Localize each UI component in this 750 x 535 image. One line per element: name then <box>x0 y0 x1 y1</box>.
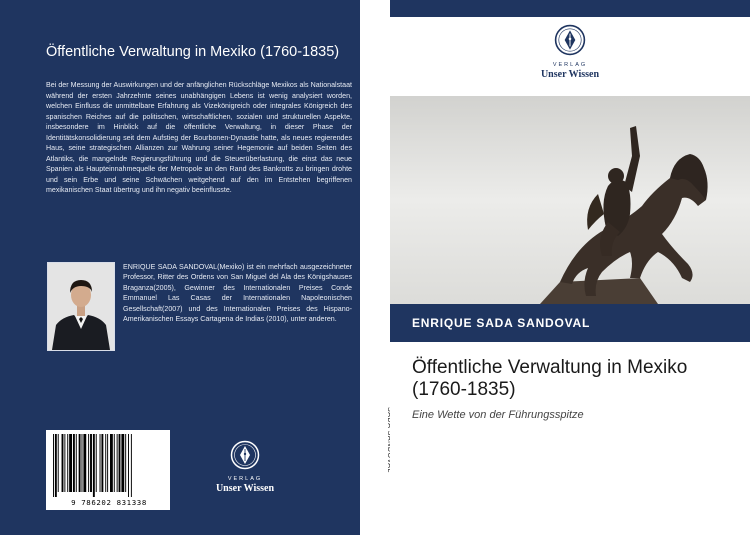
quill-pen-emblem-icon <box>230 440 260 470</box>
barcode-bar <box>121 434 124 492</box>
barcode-bar <box>100 434 101 492</box>
barcode-bar <box>107 434 108 492</box>
barcode-bars <box>51 434 165 497</box>
barcode-bar <box>73 434 75 492</box>
barcode-bar <box>90 434 92 492</box>
author-bio: ENRIQUE SADA SANDOVAL(Mexiko) ist ein mehrfach ausgezeichneter Professor, Ritter des Ordens von San Miguel del Ala des Königshauses Braganza(2005), Gewinner des Internationalen Preises Conde Emmanuel Las Casas der Internationalen Napoleonischen Gesellschaft(2007) und des Internationalen Preises des Hispano-Amerikanischen Essays Cartagena de Indias (2010), unter anderen. <box>123 263 352 324</box>
barcode-bar <box>117 434 118 492</box>
barcode-bar <box>101 434 103 492</box>
barcode-bar <box>83 434 86 492</box>
spine <box>360 0 390 535</box>
equestrian-statue-photo <box>390 96 750 304</box>
publisher-name: Unser Wissen <box>540 69 600 80</box>
cover-photo <box>390 96 750 304</box>
barcode-bar <box>125 434 126 492</box>
barcode-bar <box>114 434 115 492</box>
publisher-name: Unser Wissen <box>215 483 275 494</box>
barcode-bar <box>79 434 81 492</box>
barcode-bar <box>62 434 64 492</box>
barcode-bar <box>53 434 54 497</box>
barcode-bar <box>82 434 83 492</box>
back-cover <box>0 0 360 535</box>
publisher-verlag-label: VERLAG <box>227 476 263 482</box>
barcode <box>46 430 170 510</box>
barcode-bar <box>128 434 129 497</box>
barcode-bar <box>93 434 95 497</box>
front-top-bar <box>390 0 750 17</box>
back-title: Öffentliche Verwaltung in Mexiko (1760-1835) <box>46 44 340 60</box>
barcode-bar <box>105 434 106 492</box>
front-author: ENRIQUE SADA SANDOVAL <box>412 316 591 330</box>
author-band <box>390 304 750 342</box>
publisher-logo-front <box>518 24 622 80</box>
front-subtitle: Eine Wette von der Führungsspitze <box>412 409 584 421</box>
front-title: Öffentliche Verwaltung in Mexiko (1760-1835) <box>412 357 688 400</box>
barcode-bar <box>55 434 57 497</box>
barcode-bar <box>58 434 59 492</box>
barcode-bar <box>119 434 121 492</box>
barcode-bar <box>96 434 97 492</box>
publisher-logo-back <box>210 440 280 494</box>
barcode-bar <box>88 434 89 492</box>
publisher-verlag-label: VERLAG <box>552 62 588 68</box>
barcode-bar <box>110 434 113 492</box>
barcode-bar <box>76 434 77 492</box>
barcode-bar <box>64 434 65 492</box>
barcode-bar <box>67 434 68 492</box>
barcode-bar <box>69 434 72 492</box>
quill-pen-emblem-icon <box>554 24 586 56</box>
barcode-number: 9 786202 831338 <box>71 498 147 507</box>
barcode-bar <box>131 434 132 497</box>
spine-author <box>363 407 393 507</box>
back-description: Bei der Messung der Auswirkungen und der anfänglichen Rückschläge Mexikos als Nationalstaat während der ersten Jahrzehnte seines unabhängigen Lebens ist wenig analysiert worden, welchen Einfluss die unmittelbare Erfahrung als Vizekönigreich oder integrales Königreich des spanischen Reiches auf die politischen, wirtschaftlichen, sozialen und strukturellen Aspekte, insbesondere im Hinblick auf die öffentliche Verwaltung, in dieser Phase der Identitätskonsolidierung seit dem Aufstieg der Bourbonen-Dynastie hatte, als neues regierendes Haus, seine strategischen Allianzen zur Wahrung seiner Hegemonie auf beiden Seiten des Atlantiks, die mangelnde Regierungsführung und die Steuerüberlastung, die einst das neue Spanien als Haupteinnahmequelle der Metropole an den Rand des Bankrotts zu bringen drohte und sein Erbe und seine Schwächen weitgehend auf den im Entstehen begriffenen mexikanischen Staat übertrug und ihn negativ beeinflusste. <box>46 81 352 194</box>
author-photo <box>47 262 115 351</box>
front-cover <box>390 0 750 535</box>
